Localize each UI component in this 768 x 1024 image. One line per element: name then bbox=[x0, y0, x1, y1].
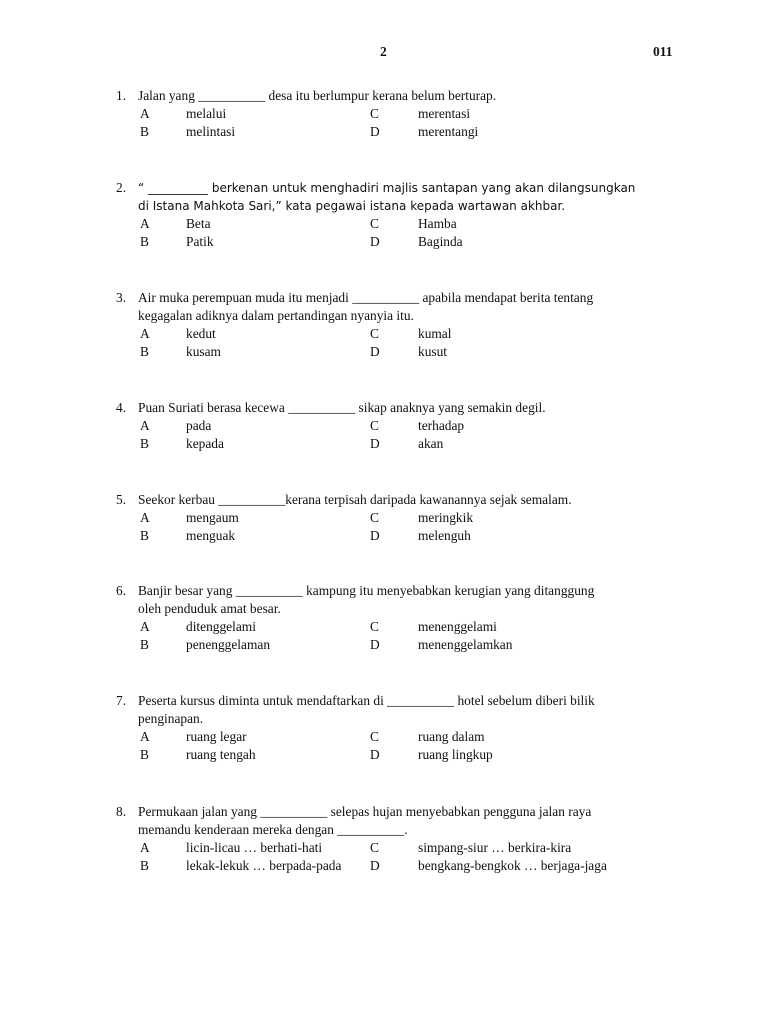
option-text-d: Baginda bbox=[418, 234, 463, 249]
option-text-c: meringkik bbox=[418, 510, 474, 525]
option-text-d: menenggelamkan bbox=[418, 637, 513, 652]
option-letter-b: B bbox=[140, 858, 149, 873]
question-7 bbox=[116, 692, 676, 764]
option-letter-a: A bbox=[140, 106, 150, 121]
option-letter-d: D bbox=[370, 234, 380, 249]
question-stem: Jalan yang __________ desa itu berlumpur kerana belum berturap. bbox=[138, 88, 497, 103]
option-letter-c: C bbox=[370, 326, 379, 341]
option-text-a: kedut bbox=[186, 326, 216, 341]
option-text-c: ruang dalam bbox=[418, 729, 485, 744]
question-stem: Banjir besar yang __________ kampung itu menyebabkan kerugian yang ditanggung bbox=[138, 583, 595, 598]
option-letter-b: B bbox=[140, 124, 149, 139]
option-text-d: ruang lingkup bbox=[418, 747, 493, 762]
option-text-b: lekak-lekuk … berpada-pada bbox=[186, 858, 342, 873]
option-text-b: ruang tengah bbox=[186, 747, 256, 762]
option-text-c: merentasi bbox=[418, 106, 471, 121]
question-number: 4. bbox=[116, 400, 127, 415]
question-stem-line-2: kegagalan adiknya dalam pertandingan nyanyia itu. bbox=[138, 308, 414, 323]
option-letter-c: C bbox=[370, 510, 379, 525]
option-text-a: pada bbox=[186, 418, 212, 433]
option-letter-d: D bbox=[370, 124, 380, 139]
option-text-b: kepada bbox=[186, 436, 224, 451]
question-number: 3. bbox=[116, 290, 127, 305]
question-3 bbox=[116, 289, 676, 361]
question-8 bbox=[116, 803, 676, 875]
option-letter-b: B bbox=[140, 436, 149, 451]
option-letter-b: B bbox=[140, 747, 149, 762]
question-stem: “ __________ berkenan untuk menghadiri majlis santapan yang akan dilangsungkan bbox=[138, 181, 636, 195]
option-text-b: melintasi bbox=[186, 124, 236, 139]
option-text-a: melalui bbox=[186, 106, 227, 121]
option-text-c: simpang-siur … berkira-kira bbox=[418, 840, 572, 855]
question-6 bbox=[116, 582, 676, 654]
question-stem: Seekor kerbau __________kerana terpisah daripada kawanannya sejak semalam. bbox=[138, 492, 572, 507]
option-text-c: terhadap bbox=[418, 418, 465, 433]
option-text-b: Patik bbox=[186, 234, 214, 249]
option-letter-d: D bbox=[370, 436, 380, 451]
question-number: 7. bbox=[116, 693, 127, 708]
option-text-c: menenggelami bbox=[418, 619, 497, 634]
option-text-b: penenggelaman bbox=[186, 637, 271, 652]
question-number: 2. bbox=[116, 180, 127, 195]
option-letter-a: A bbox=[140, 729, 150, 744]
option-letter-d: D bbox=[370, 637, 380, 652]
option-letter-d: D bbox=[370, 528, 380, 543]
option-text-a: Beta bbox=[186, 216, 211, 231]
option-letter-c: C bbox=[370, 619, 379, 634]
option-letter-d: D bbox=[370, 747, 380, 762]
question-number: 8. bbox=[116, 804, 127, 819]
option-letter-a: A bbox=[140, 840, 150, 855]
option-letter-b: B bbox=[140, 234, 149, 249]
option-letter-c: C bbox=[370, 106, 379, 121]
option-text-b: kusam bbox=[186, 344, 221, 359]
page-number: 2 bbox=[380, 44, 387, 59]
question-stem: Puan Suriati berasa kecewa __________ sikap anaknya yang semakin degil. bbox=[138, 400, 546, 415]
question-4 bbox=[116, 399, 676, 453]
option-letter-a: A bbox=[140, 619, 150, 634]
paper-code: 011 bbox=[653, 44, 673, 59]
option-text-a: ditenggelami bbox=[186, 619, 256, 634]
option-letter-c: C bbox=[370, 216, 379, 231]
option-text-d: melenguh bbox=[418, 528, 471, 543]
option-text-c: Hamba bbox=[418, 216, 457, 231]
option-text-a: ruang legar bbox=[186, 729, 247, 744]
option-text-a: licin-licau … berhati-hati bbox=[186, 840, 323, 855]
question-stem-line-2: memandu kenderaan mereka dengan __________. bbox=[138, 822, 408, 837]
option-letter-d: D bbox=[370, 344, 380, 359]
option-text-b: menguak bbox=[186, 528, 236, 543]
option-letter-b: B bbox=[140, 637, 149, 652]
option-letter-c: C bbox=[370, 418, 379, 433]
question-stem: Air muka perempuan muda itu menjadi __________ apabila mendapat berita tentang bbox=[138, 290, 594, 305]
question-stem-line-2: penginapan. bbox=[138, 711, 204, 726]
option-letter-c: C bbox=[370, 729, 379, 744]
question-number: 6. bbox=[116, 583, 127, 598]
option-text-c: kumal bbox=[418, 326, 452, 341]
question-stem-line-2: oleh penduduk amat besar. bbox=[138, 601, 281, 616]
question-number: 5. bbox=[116, 492, 127, 507]
option-text-a: mengaum bbox=[186, 510, 239, 525]
option-letter-a: A bbox=[140, 510, 150, 525]
option-letter-a: A bbox=[140, 216, 150, 231]
option-letter-a: A bbox=[140, 326, 150, 341]
option-letter-d: D bbox=[370, 858, 380, 873]
option-letter-b: B bbox=[140, 344, 149, 359]
option-text-d: bengkang-bengkok … berjaga-jaga bbox=[418, 858, 607, 873]
question-1 bbox=[116, 87, 676, 141]
question-number: 1. bbox=[116, 88, 127, 103]
question-5 bbox=[116, 491, 676, 545]
question-stem: Permukaan jalan yang __________ selepas hujan menyebabkan pengguna jalan raya bbox=[138, 804, 592, 819]
option-letter-b: B bbox=[140, 528, 149, 543]
option-letter-a: A bbox=[140, 418, 150, 433]
question-2 bbox=[116, 179, 676, 251]
option-text-d: akan bbox=[418, 436, 444, 451]
option-text-d: kusut bbox=[418, 344, 448, 359]
option-letter-c: C bbox=[370, 840, 379, 855]
question-stem: Peserta kursus diminta untuk mendaftarkan di __________ hotel sebelum diberi bilik bbox=[138, 693, 595, 708]
option-text-d: merentangi bbox=[418, 124, 479, 139]
question-stem-line-2: di Istana Mahkota Sari,” kata pegawai istana kepada wartawan akhbar. bbox=[138, 199, 566, 213]
